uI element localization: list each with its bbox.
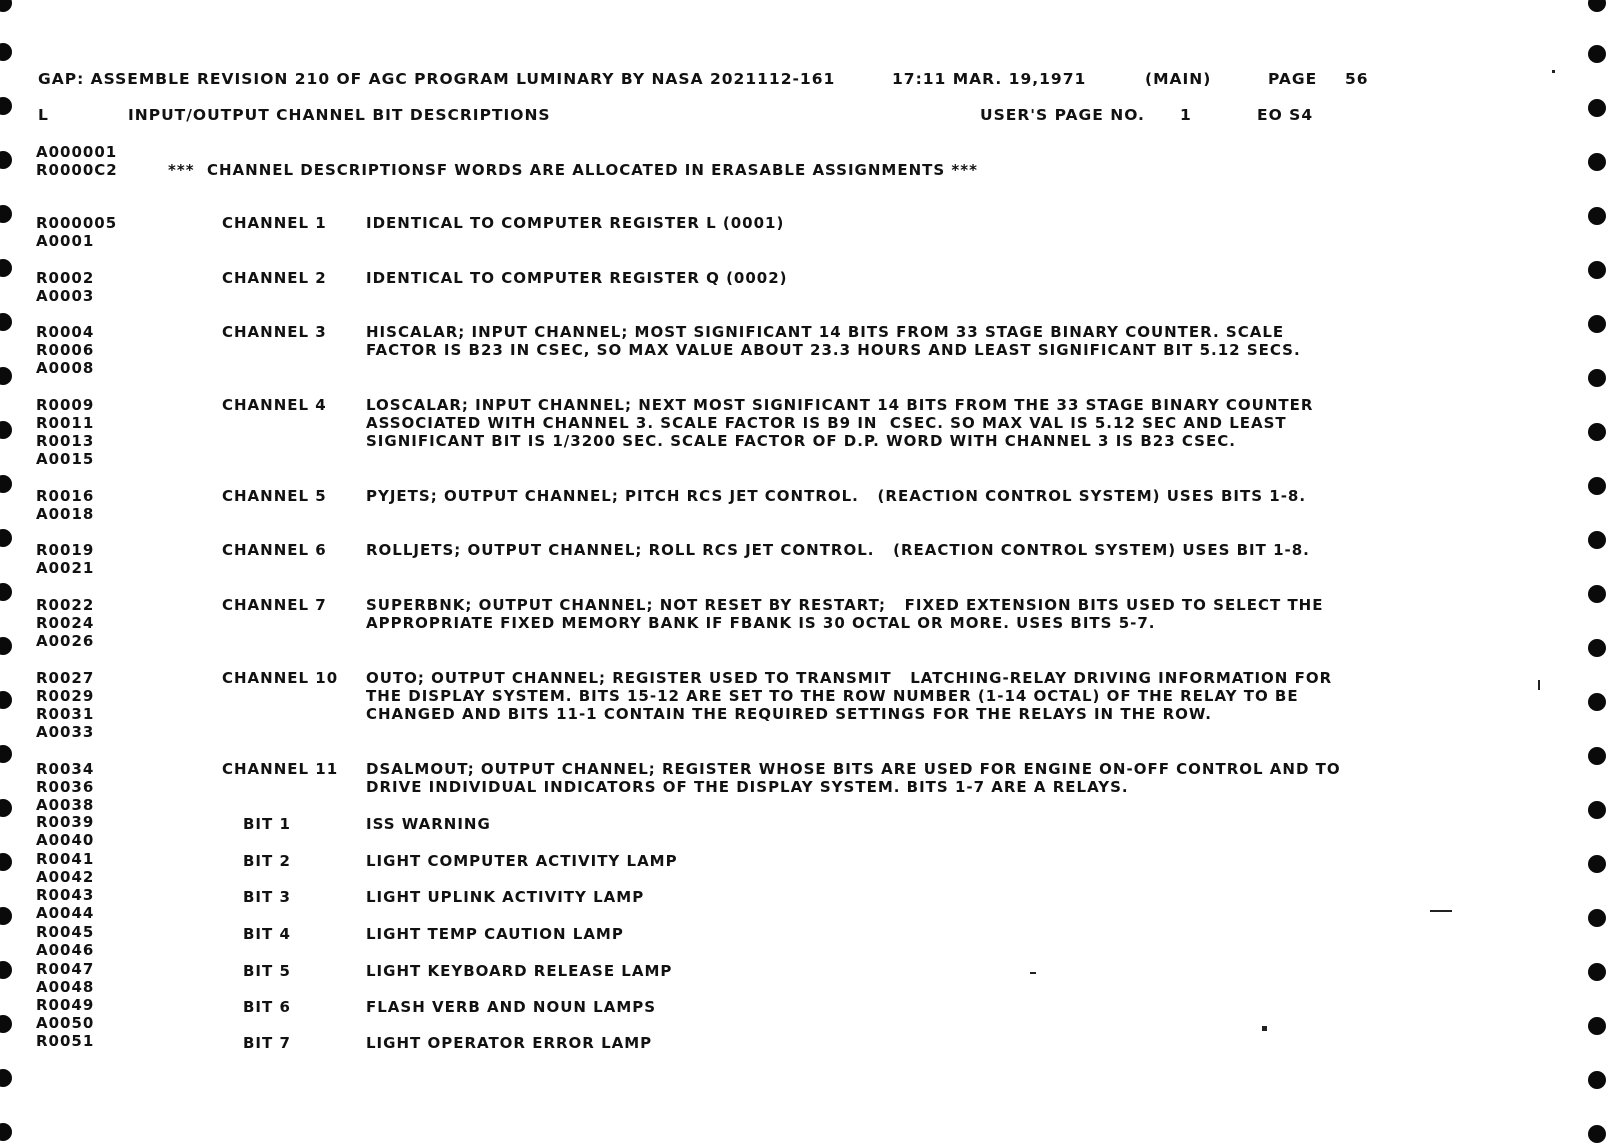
sequence-label: A0044 xyxy=(36,904,95,922)
feed-hole-icon xyxy=(1588,153,1606,171)
feed-hole-icon xyxy=(1588,1125,1606,1143)
program-title: GAP: ASSEMBLE REVISION 210 OF AGC PROGRAM LUMINARY BY NASA 2021112-161 xyxy=(38,70,836,88)
channel-description: ASSOCIATED WITH CHANNEL 3. SCALE FACTOR IS B9 IN CSEC. SO MAX VAL IS 5.12 SEC AND LEAST xyxy=(366,414,1287,432)
sequence-label: A0050 xyxy=(36,1014,95,1032)
feed-hole-icon xyxy=(0,799,12,817)
sequence-label: R0039 xyxy=(36,813,95,831)
feed-hole-icon xyxy=(1588,909,1606,927)
channel-name: CHANNEL 2 xyxy=(222,269,327,287)
channel-description: DSALMOUT; OUTPUT CHANNEL; REGISTER WHOSE BITS ARE USED FOR ENGINE ON-OFF CONTROL AND TO xyxy=(366,760,1341,778)
channel-description: IDENTICAL TO COMPUTER REGISTER Q (0002) xyxy=(366,269,788,287)
sequence-label: R0016 xyxy=(36,487,95,505)
channel-name: CHANNEL 5 xyxy=(222,487,327,505)
sequence-label: R0036 xyxy=(36,778,95,796)
sequence-label: R0000C2 xyxy=(36,161,118,179)
feed-hole-icon xyxy=(0,745,12,763)
sequence-label: A0040 xyxy=(36,831,95,849)
sequence-label: A0038 xyxy=(36,796,95,814)
bit-description: LIGHT KEYBOARD RELEASE LAMP xyxy=(366,962,673,980)
channel-description: HISCALAR; INPUT CHANNEL; MOST SIGNIFICANT 14 BITS FROM 33 STAGE BINARY COUNTER. SCALE xyxy=(366,323,1285,341)
feed-hole-icon xyxy=(0,583,12,601)
bit-name: BIT 4 xyxy=(243,925,291,943)
channel-name: CHANNEL 4 xyxy=(222,396,327,414)
bit-name: BIT 6 xyxy=(243,998,291,1016)
channel-description: IDENTICAL TO COMPUTER REGISTER L (0001) xyxy=(366,214,785,232)
sequence-label: R0041 xyxy=(36,850,95,868)
sequence-label: A0042 xyxy=(36,868,95,886)
feed-hole-icon xyxy=(0,961,12,979)
channel-description: FACTOR IS B23 IN CSEC, SO MAX VALUE ABOUT 23.3 HOURS AND LEAST SIGNIFICANT BIT 5.12 SECS. xyxy=(366,341,1301,359)
sequence-label: R0004 xyxy=(36,323,95,341)
sequence-label: A0008 xyxy=(36,359,95,377)
sequence-label: A0021 xyxy=(36,559,95,577)
sequence-label: A0003 xyxy=(36,287,95,305)
page-number: 56 xyxy=(1345,70,1369,88)
speck xyxy=(1030,972,1036,974)
speck xyxy=(1430,910,1452,912)
header-code: EO S4 xyxy=(1257,106,1314,124)
speck xyxy=(1552,70,1555,73)
channel-description: OUTO; OUTPUT CHANNEL; REGISTER USED TO TRANSMIT LATCHING-RELAY DRIVING INFORMATION FOR xyxy=(366,669,1333,687)
bit-name: BIT 1 xyxy=(243,815,291,833)
feed-hole-icon xyxy=(1588,1071,1606,1089)
sequence-label: R0049 xyxy=(36,996,95,1014)
bit-name: BIT 2 xyxy=(243,852,291,870)
sequence-label: A0018 xyxy=(36,505,95,523)
feed-hole-icon xyxy=(0,97,12,115)
feed-hole-icon xyxy=(1588,801,1606,819)
speck xyxy=(1262,1026,1267,1031)
sequence-label: A000001 xyxy=(36,143,118,161)
feed-hole-icon xyxy=(1588,477,1606,495)
page-label: PAGE xyxy=(1268,70,1318,88)
channel-name: CHANNEL 10 xyxy=(222,669,339,687)
sequence-label: A0026 xyxy=(36,632,95,650)
channel-description: LOSCALAR; INPUT CHANNEL; NEXT MOST SIGNIFICANT 14 BITS FROM THE 33 STAGE BINARY COUNTER xyxy=(366,396,1314,414)
feed-hole-icon xyxy=(0,421,12,439)
intro-text: *** CHANNEL DESCRIPTIONSF WORDS ARE ALLOCATED IN ERASABLE ASSIGNMENTS *** xyxy=(168,161,978,179)
sequence-label: R0029 xyxy=(36,687,95,705)
channel-name: CHANNEL 11 xyxy=(222,760,339,778)
sequence-label: R0031 xyxy=(36,705,95,723)
sequence-label: R0024 xyxy=(36,614,95,632)
feed-hole-icon xyxy=(0,205,12,223)
bit-name: BIT 5 xyxy=(243,962,291,980)
feed-hole-icon xyxy=(0,691,12,709)
channel-name: CHANNEL 6 xyxy=(222,541,327,559)
sequence-label: A0001 xyxy=(36,232,95,250)
sequence-label: A0015 xyxy=(36,450,95,468)
sequence-label: R000005 xyxy=(36,214,118,232)
feed-hole-icon xyxy=(0,1123,12,1141)
sequence-label: A0048 xyxy=(36,978,95,996)
feed-hole-icon xyxy=(1588,369,1606,387)
sequence-label: R0009 xyxy=(36,396,95,414)
users-page-label: USER'S PAGE NO. xyxy=(980,106,1145,124)
bit-description: LIGHT TEMP CAUTION LAMP xyxy=(366,925,624,943)
sequence-label: R0027 xyxy=(36,669,95,687)
feed-hole-icon xyxy=(0,1015,12,1033)
sequence-label: A0033 xyxy=(36,723,95,741)
feed-hole-icon xyxy=(0,907,12,925)
bit-description: FLASH VERB AND NOUN LAMPS xyxy=(366,998,657,1016)
sequence-label: R0013 xyxy=(36,432,95,450)
channel-description: PYJETS; OUTPUT CHANNEL; PITCH RCS JET CONTROL. (REACTION CONTROL SYSTEM) USES BITS 1-8. xyxy=(366,487,1307,505)
feed-hole-icon xyxy=(1588,747,1606,765)
feed-hole-icon xyxy=(1588,207,1606,225)
sequence-label: R0045 xyxy=(36,923,95,941)
bit-description: LIGHT COMPUTER ACTIVITY LAMP xyxy=(366,852,678,870)
sequence-label: R0022 xyxy=(36,596,95,614)
feed-hole-icon xyxy=(1588,315,1606,333)
bit-name: BIT 7 xyxy=(243,1034,291,1052)
feed-hole-icon xyxy=(1588,1017,1606,1035)
speck xyxy=(1538,680,1540,690)
feed-hole-icon xyxy=(1588,99,1606,117)
channel-description: SUPERBNK; OUTPUT CHANNEL; NOT RESET BY RESTART; FIXED EXTENSION BITS USED TO SELECT THE xyxy=(366,596,1324,614)
listing-code: L xyxy=(38,106,49,124)
bit-description: LIGHT OPERATOR ERROR LAMP xyxy=(366,1034,653,1052)
sequence-label: R0051 xyxy=(36,1032,95,1050)
feed-hole-icon xyxy=(1588,963,1606,981)
bit-description: LIGHT UPLINK ACTIVITY LAMP xyxy=(366,888,645,906)
feed-hole-icon xyxy=(0,0,12,12)
feed-hole-icon xyxy=(0,367,12,385)
channel-description: ROLLJETS; OUTPUT CHANNEL; ROLL RCS JET CONTROL. (REACTION CONTROL SYSTEM) USES BIT 1-8. xyxy=(366,541,1310,559)
feed-hole-icon xyxy=(1588,693,1606,711)
channel-name: CHANNEL 7 xyxy=(222,596,327,614)
timestamp: 17:11 MAR. 19,1971 xyxy=(892,70,1087,88)
sequence-label: R0006 xyxy=(36,341,95,359)
section-label: (MAIN) xyxy=(1145,70,1212,88)
feed-hole-icon xyxy=(0,1069,12,1087)
feed-hole-icon xyxy=(1588,45,1606,63)
sequence-label: R0047 xyxy=(36,960,95,978)
page-title: INPUT/OUTPUT CHANNEL BIT DESCRIPTIONS xyxy=(128,106,551,124)
feed-hole-icon xyxy=(1588,855,1606,873)
channel-name: CHANNEL 3 xyxy=(222,323,327,341)
feed-hole-icon xyxy=(0,259,12,277)
feed-hole-icon xyxy=(1588,531,1606,549)
channel-description: DRIVE INDIVIDUAL INDICATORS OF THE DISPLAY SYSTEM. BITS 1-7 ARE A RELAYS. xyxy=(366,778,1129,796)
feed-hole-icon xyxy=(0,853,12,871)
sequence-label: R0034 xyxy=(36,760,95,778)
feed-hole-icon xyxy=(0,151,12,169)
feed-hole-icon xyxy=(0,637,12,655)
feed-hole-icon xyxy=(1588,261,1606,279)
feed-hole-icon xyxy=(1588,423,1606,441)
feed-hole-icon xyxy=(1588,585,1606,603)
feed-hole-icon xyxy=(0,313,12,331)
feed-hole-icon xyxy=(1588,0,1606,12)
feed-hole-icon xyxy=(0,43,12,61)
sequence-label: R0043 xyxy=(36,886,95,904)
bit-description: ISS WARNING xyxy=(366,815,491,833)
channel-name: CHANNEL 1 xyxy=(222,214,327,232)
channel-description: APPROPRIATE FIXED MEMORY BANK IF FBANK IS 30 OCTAL OR MORE. USES BITS 5-7. xyxy=(366,614,1156,632)
feed-hole-icon xyxy=(0,475,12,493)
channel-description: CHANGED AND BITS 11-1 CONTAIN THE REQUIRED SETTINGS FOR THE RELAYS IN THE ROW. xyxy=(366,705,1212,723)
users-page-number: 1 xyxy=(1180,106,1192,124)
channel-description: SIGNIFICANT BIT IS 1/3200 SEC. SCALE FACTOR OF D.P. WORD WITH CHANNEL 3 IS B23 CSEC. xyxy=(366,432,1236,450)
bit-name: BIT 3 xyxy=(243,888,291,906)
sequence-label: R0019 xyxy=(36,541,95,559)
sequence-label: R0002 xyxy=(36,269,95,287)
channel-description: THE DISPLAY SYSTEM. BITS 15-12 ARE SET TO THE ROW NUMBER (1-14 OCTAL) OF THE RELAY TO BE xyxy=(366,687,1299,705)
feed-hole-icon xyxy=(0,529,12,547)
sequence-label: A0046 xyxy=(36,941,95,959)
sequence-label: R0011 xyxy=(36,414,95,432)
feed-hole-icon xyxy=(1588,639,1606,657)
